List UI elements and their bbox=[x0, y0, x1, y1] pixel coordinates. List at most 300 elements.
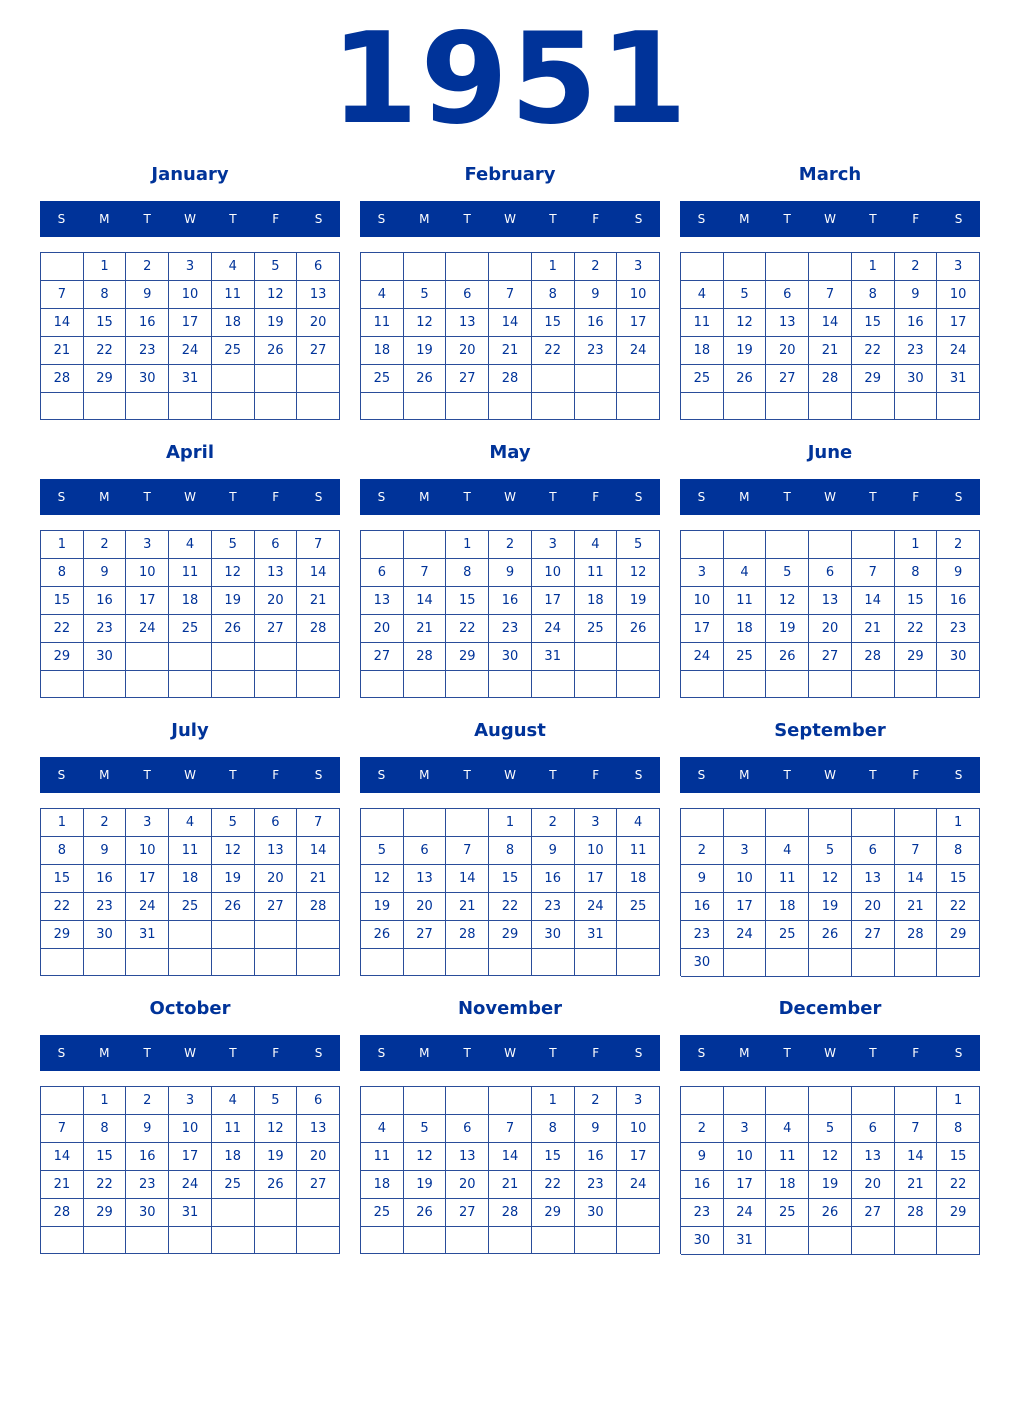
day-cell: 28 bbox=[489, 1199, 532, 1227]
day-cell: 22 bbox=[532, 337, 575, 365]
day-cell: 12 bbox=[404, 309, 447, 337]
day-cell: 25 bbox=[212, 337, 255, 365]
day-cell: 27 bbox=[766, 365, 809, 393]
day-cell: 1 bbox=[937, 1087, 980, 1115]
weekday-label: T bbox=[869, 212, 877, 226]
weekday-label: T bbox=[229, 490, 237, 504]
day-cell: 29 bbox=[84, 1199, 127, 1227]
weekday-label: T bbox=[229, 1046, 237, 1060]
day-grid bbox=[40, 808, 340, 976]
day-cell: 4 bbox=[361, 281, 404, 309]
day-cell: 15 bbox=[937, 1143, 980, 1171]
day-cell: 1 bbox=[489, 809, 532, 837]
day-cell: 10 bbox=[617, 1115, 660, 1143]
empty-cell bbox=[404, 949, 447, 976]
day-grid bbox=[360, 252, 660, 420]
weekday-label: M bbox=[739, 490, 750, 504]
day-cell: 27 bbox=[255, 615, 298, 643]
day-cell: 8 bbox=[84, 281, 127, 309]
empty-cell bbox=[766, 531, 809, 559]
day-cell: 12 bbox=[724, 309, 767, 337]
day-cell: 19 bbox=[212, 587, 255, 615]
weekday-label: M bbox=[419, 212, 430, 226]
weekday-label: M bbox=[99, 212, 110, 226]
day-cell: 17 bbox=[169, 1143, 212, 1171]
day-cell: 26 bbox=[809, 1199, 852, 1227]
day-cell: 11 bbox=[575, 559, 618, 587]
month-name: March bbox=[798, 164, 862, 185]
empty-cell bbox=[766, 393, 809, 420]
weekday-label: F bbox=[272, 768, 280, 782]
day-cell: 26 bbox=[255, 1171, 298, 1199]
day-cell: 18 bbox=[724, 615, 767, 643]
weekday-label: F bbox=[272, 490, 280, 504]
weekday-label: M bbox=[739, 768, 750, 782]
day-cell: 8 bbox=[41, 559, 84, 587]
empty-cell bbox=[532, 1227, 575, 1254]
day-cell: 28 bbox=[41, 1199, 84, 1227]
day-cell: 19 bbox=[617, 587, 660, 615]
day-cell: 1 bbox=[84, 1087, 127, 1115]
weekday-label: S bbox=[697, 768, 706, 782]
empty-cell bbox=[212, 949, 255, 976]
day-cell: 2 bbox=[126, 1087, 169, 1115]
weekday-label: M bbox=[99, 1046, 110, 1060]
day-cell: 12 bbox=[766, 587, 809, 615]
day-cell: 14 bbox=[41, 1143, 84, 1171]
day-cell: 22 bbox=[84, 1171, 127, 1199]
day-cell: 3 bbox=[169, 1087, 212, 1115]
empty-cell bbox=[361, 1087, 404, 1115]
month-name: September bbox=[774, 720, 886, 741]
day-cell: 16 bbox=[937, 587, 980, 615]
day-cell: 14 bbox=[297, 837, 340, 865]
month-september bbox=[680, 716, 980, 978]
weekday-label: W bbox=[184, 768, 196, 782]
day-cell: 26 bbox=[617, 615, 660, 643]
day-cell: 21 bbox=[895, 1171, 938, 1199]
day-cell: 8 bbox=[852, 281, 895, 309]
day-cell: 12 bbox=[255, 1115, 298, 1143]
empty-cell bbox=[852, 809, 895, 837]
day-cell: 30 bbox=[937, 643, 980, 671]
day-cell: 27 bbox=[446, 365, 489, 393]
weekday-label: M bbox=[99, 490, 110, 504]
day-cell: 25 bbox=[681, 365, 724, 393]
empty-cell bbox=[446, 1087, 489, 1115]
day-cell: 2 bbox=[681, 1115, 724, 1143]
empty-cell bbox=[404, 671, 447, 698]
day-cell: 12 bbox=[809, 1143, 852, 1171]
day-cell: 17 bbox=[724, 1171, 767, 1199]
day-cell: 6 bbox=[297, 1087, 340, 1115]
day-cell: 2 bbox=[895, 253, 938, 281]
day-cell: 20 bbox=[361, 615, 404, 643]
empty-cell bbox=[84, 393, 127, 420]
day-cell: 29 bbox=[852, 365, 895, 393]
day-cell: 17 bbox=[681, 615, 724, 643]
day-cell: 11 bbox=[361, 1143, 404, 1171]
weekday-label: T bbox=[783, 768, 791, 782]
day-cell: 28 bbox=[41, 365, 84, 393]
month-name: January bbox=[151, 164, 229, 185]
weekday-label: T bbox=[549, 212, 557, 226]
day-cell: 21 bbox=[446, 893, 489, 921]
empty-cell bbox=[532, 949, 575, 976]
empty-cell bbox=[169, 921, 212, 949]
empty-cell bbox=[681, 393, 724, 420]
empty-cell bbox=[937, 671, 980, 698]
empty-cell bbox=[575, 1227, 618, 1254]
day-cell: 24 bbox=[724, 921, 767, 949]
day-grid bbox=[680, 808, 980, 976]
weekday-label: S bbox=[377, 1046, 386, 1060]
day-cell: 3 bbox=[169, 253, 212, 281]
weekday-label: T bbox=[143, 212, 151, 226]
day-cell: 27 bbox=[297, 1171, 340, 1199]
weekday-label: S bbox=[697, 1046, 706, 1060]
day-cell: 16 bbox=[84, 587, 127, 615]
day-cell: 18 bbox=[681, 337, 724, 365]
day-cell: 15 bbox=[937, 865, 980, 893]
day-cell: 9 bbox=[895, 281, 938, 309]
day-cell: 29 bbox=[41, 643, 84, 671]
empty-cell bbox=[809, 1227, 852, 1255]
day-cell: 4 bbox=[766, 837, 809, 865]
day-cell: 25 bbox=[724, 643, 767, 671]
month-june bbox=[680, 438, 980, 700]
day-cell: 4 bbox=[169, 531, 212, 559]
day-cell: 11 bbox=[212, 281, 255, 309]
empty-cell bbox=[489, 1087, 532, 1115]
day-cell: 16 bbox=[84, 865, 127, 893]
weekday-label: S bbox=[954, 768, 963, 782]
empty-cell bbox=[41, 253, 84, 281]
month-may bbox=[360, 438, 660, 700]
weekday-label: S bbox=[314, 490, 323, 504]
weekday-label: W bbox=[184, 490, 196, 504]
day-cell: 10 bbox=[169, 281, 212, 309]
day-cell: 14 bbox=[404, 587, 447, 615]
empty-cell bbox=[297, 643, 340, 671]
day-cell: 9 bbox=[84, 559, 127, 587]
day-cell: 5 bbox=[766, 559, 809, 587]
day-cell: 29 bbox=[84, 365, 127, 393]
day-cell: 6 bbox=[361, 559, 404, 587]
weekday-header bbox=[680, 757, 980, 793]
weekday-label: T bbox=[143, 490, 151, 504]
weekday-label: W bbox=[504, 490, 516, 504]
empty-cell bbox=[212, 1227, 255, 1254]
day-cell: 26 bbox=[809, 921, 852, 949]
day-cell: 8 bbox=[84, 1115, 127, 1143]
empty-cell bbox=[169, 393, 212, 420]
day-cell: 24 bbox=[575, 893, 618, 921]
day-cell: 13 bbox=[361, 587, 404, 615]
day-cell: 5 bbox=[255, 1087, 298, 1115]
empty-cell bbox=[489, 1227, 532, 1254]
day-cell: 20 bbox=[766, 337, 809, 365]
empty-cell bbox=[255, 643, 298, 671]
empty-cell bbox=[937, 1227, 980, 1255]
day-cell: 3 bbox=[681, 559, 724, 587]
empty-cell bbox=[84, 671, 127, 698]
day-cell: 10 bbox=[681, 587, 724, 615]
day-cell: 19 bbox=[255, 309, 298, 337]
empty-cell bbox=[212, 365, 255, 393]
day-cell: 9 bbox=[937, 559, 980, 587]
empty-cell bbox=[489, 393, 532, 420]
empty-cell bbox=[41, 1087, 84, 1115]
day-cell: 4 bbox=[766, 1115, 809, 1143]
weekday-label: S bbox=[314, 1046, 323, 1060]
day-cell: 3 bbox=[724, 837, 767, 865]
empty-cell bbox=[255, 1199, 298, 1227]
empty-cell bbox=[724, 671, 767, 698]
day-cell: 27 bbox=[297, 337, 340, 365]
day-cell: 21 bbox=[809, 337, 852, 365]
day-cell: 5 bbox=[255, 253, 298, 281]
day-cell: 22 bbox=[446, 615, 489, 643]
empty-cell bbox=[852, 949, 895, 977]
empty-cell bbox=[617, 949, 660, 976]
day-cell: 4 bbox=[212, 253, 255, 281]
month-name: July bbox=[171, 720, 209, 741]
empty-cell bbox=[617, 671, 660, 698]
weekday-label: T bbox=[783, 212, 791, 226]
day-cell: 30 bbox=[681, 949, 724, 977]
day-cell: 12 bbox=[809, 865, 852, 893]
empty-cell bbox=[724, 531, 767, 559]
day-cell: 23 bbox=[575, 1171, 618, 1199]
month-april bbox=[40, 438, 340, 700]
weekday-label: S bbox=[634, 490, 643, 504]
weekday-label: S bbox=[377, 768, 386, 782]
weekday-header bbox=[360, 201, 660, 237]
day-cell: 29 bbox=[489, 921, 532, 949]
empty-cell bbox=[404, 809, 447, 837]
day-cell: 3 bbox=[532, 531, 575, 559]
day-cell: 13 bbox=[255, 837, 298, 865]
day-cell: 20 bbox=[852, 893, 895, 921]
weekday-label: S bbox=[57, 490, 66, 504]
empty-cell bbox=[297, 949, 340, 976]
day-cell: 28 bbox=[404, 643, 447, 671]
day-cell: 23 bbox=[84, 615, 127, 643]
day-cell: 27 bbox=[404, 921, 447, 949]
weekday-label: F bbox=[912, 490, 920, 504]
day-cell: 11 bbox=[724, 587, 767, 615]
day-cell: 16 bbox=[126, 309, 169, 337]
empty-cell bbox=[575, 671, 618, 698]
empty-cell bbox=[809, 671, 852, 698]
day-cell: 6 bbox=[446, 281, 489, 309]
day-grid bbox=[360, 530, 660, 698]
day-cell: 2 bbox=[575, 1087, 618, 1115]
weekday-label: S bbox=[954, 212, 963, 226]
day-cell: 15 bbox=[532, 1143, 575, 1171]
day-cell: 23 bbox=[895, 337, 938, 365]
day-cell: 6 bbox=[766, 281, 809, 309]
weekday-label: F bbox=[912, 212, 920, 226]
weekday-label: S bbox=[314, 212, 323, 226]
day-cell: 5 bbox=[361, 837, 404, 865]
day-cell: 26 bbox=[212, 615, 255, 643]
empty-cell bbox=[297, 1227, 340, 1254]
day-cell: 5 bbox=[724, 281, 767, 309]
empty-cell bbox=[212, 643, 255, 671]
day-cell: 13 bbox=[852, 1143, 895, 1171]
empty-cell bbox=[446, 1227, 489, 1254]
day-cell: 25 bbox=[361, 1199, 404, 1227]
day-cell: 30 bbox=[126, 365, 169, 393]
day-cell: 8 bbox=[489, 837, 532, 865]
weekday-label: T bbox=[463, 212, 471, 226]
day-cell: 20 bbox=[446, 1171, 489, 1199]
empty-cell bbox=[404, 1227, 447, 1254]
weekday-header bbox=[680, 1035, 980, 1071]
day-cell: 14 bbox=[297, 559, 340, 587]
empty-cell bbox=[766, 809, 809, 837]
weekday-label: M bbox=[739, 212, 750, 226]
weekday-label: T bbox=[549, 768, 557, 782]
day-cell: 14 bbox=[809, 309, 852, 337]
day-cell: 6 bbox=[255, 531, 298, 559]
day-cell: 11 bbox=[169, 837, 212, 865]
day-cell: 16 bbox=[532, 865, 575, 893]
day-cell: 23 bbox=[489, 615, 532, 643]
day-cell: 13 bbox=[809, 587, 852, 615]
empty-cell bbox=[169, 643, 212, 671]
day-cell: 26 bbox=[404, 365, 447, 393]
day-cell: 14 bbox=[489, 1143, 532, 1171]
empty-cell bbox=[361, 531, 404, 559]
day-cell: 10 bbox=[126, 559, 169, 587]
day-cell: 24 bbox=[532, 615, 575, 643]
day-cell: 11 bbox=[169, 559, 212, 587]
empty-cell bbox=[84, 949, 127, 976]
empty-cell bbox=[41, 393, 84, 420]
day-cell: 2 bbox=[937, 531, 980, 559]
empty-cell bbox=[404, 1087, 447, 1115]
day-cell: 7 bbox=[895, 837, 938, 865]
day-cell: 2 bbox=[84, 809, 127, 837]
day-cell: 23 bbox=[126, 1171, 169, 1199]
day-cell: 1 bbox=[446, 531, 489, 559]
weekday-label: S bbox=[954, 1046, 963, 1060]
day-cell: 22 bbox=[852, 337, 895, 365]
day-cell: 28 bbox=[297, 615, 340, 643]
empty-cell bbox=[766, 1087, 809, 1115]
day-cell: 17 bbox=[575, 865, 618, 893]
day-cell: 10 bbox=[575, 837, 618, 865]
day-cell: 4 bbox=[681, 281, 724, 309]
empty-cell bbox=[617, 365, 660, 393]
day-cell: 8 bbox=[937, 837, 980, 865]
day-cell: 24 bbox=[617, 337, 660, 365]
weekday-label: T bbox=[463, 768, 471, 782]
day-cell: 19 bbox=[809, 1171, 852, 1199]
day-cell: 21 bbox=[404, 615, 447, 643]
day-cell: 11 bbox=[361, 309, 404, 337]
day-cell: 24 bbox=[126, 893, 169, 921]
day-cell: 19 bbox=[724, 337, 767, 365]
day-cell: 25 bbox=[169, 893, 212, 921]
day-cell: 6 bbox=[255, 809, 298, 837]
day-cell: 25 bbox=[575, 615, 618, 643]
weekday-label: F bbox=[272, 1046, 280, 1060]
weekday-header bbox=[360, 757, 660, 793]
day-cell: 27 bbox=[255, 893, 298, 921]
day-cell: 6 bbox=[297, 253, 340, 281]
empty-cell bbox=[404, 253, 447, 281]
day-cell: 11 bbox=[212, 1115, 255, 1143]
empty-cell bbox=[255, 921, 298, 949]
day-cell: 25 bbox=[766, 921, 809, 949]
empty-cell bbox=[809, 949, 852, 977]
day-cell: 15 bbox=[895, 587, 938, 615]
day-cell: 22 bbox=[895, 615, 938, 643]
empty-cell bbox=[446, 671, 489, 698]
empty-cell bbox=[255, 365, 298, 393]
day-cell: 17 bbox=[169, 309, 212, 337]
day-cell: 23 bbox=[126, 337, 169, 365]
empty-cell bbox=[852, 531, 895, 559]
day-cell: 3 bbox=[937, 253, 980, 281]
empty-cell bbox=[41, 671, 84, 698]
day-cell: 15 bbox=[446, 587, 489, 615]
day-cell: 6 bbox=[852, 837, 895, 865]
day-cell: 29 bbox=[895, 643, 938, 671]
weekday-label: W bbox=[824, 212, 836, 226]
day-cell: 3 bbox=[617, 253, 660, 281]
day-cell: 17 bbox=[126, 865, 169, 893]
empty-cell bbox=[681, 671, 724, 698]
day-cell: 31 bbox=[126, 921, 169, 949]
day-cell: 22 bbox=[937, 1171, 980, 1199]
empty-cell bbox=[532, 671, 575, 698]
day-cell: 18 bbox=[361, 1171, 404, 1199]
day-cell: 13 bbox=[446, 309, 489, 337]
empty-cell bbox=[489, 253, 532, 281]
year-title: 1951 bbox=[330, 5, 690, 152]
day-cell: 18 bbox=[169, 587, 212, 615]
day-cell: 26 bbox=[766, 643, 809, 671]
day-cell: 21 bbox=[895, 893, 938, 921]
day-cell: 30 bbox=[489, 643, 532, 671]
weekday-label: T bbox=[463, 490, 471, 504]
empty-cell bbox=[361, 253, 404, 281]
day-cell: 17 bbox=[617, 309, 660, 337]
weekday-header bbox=[40, 1035, 340, 1071]
day-cell: 9 bbox=[84, 837, 127, 865]
weekday-label: M bbox=[419, 1046, 430, 1060]
empty-cell bbox=[809, 393, 852, 420]
day-cell: 1 bbox=[852, 253, 895, 281]
day-cell: 17 bbox=[126, 587, 169, 615]
weekday-header bbox=[680, 201, 980, 237]
weekday-label: F bbox=[912, 768, 920, 782]
empty-cell bbox=[852, 1087, 895, 1115]
day-cell: 30 bbox=[681, 1227, 724, 1255]
weekday-label: W bbox=[504, 212, 516, 226]
month-name: October bbox=[149, 998, 231, 1019]
day-cell: 26 bbox=[212, 893, 255, 921]
day-cell: 13 bbox=[852, 865, 895, 893]
day-cell: 31 bbox=[169, 365, 212, 393]
day-cell: 14 bbox=[446, 865, 489, 893]
day-cell: 7 bbox=[297, 531, 340, 559]
